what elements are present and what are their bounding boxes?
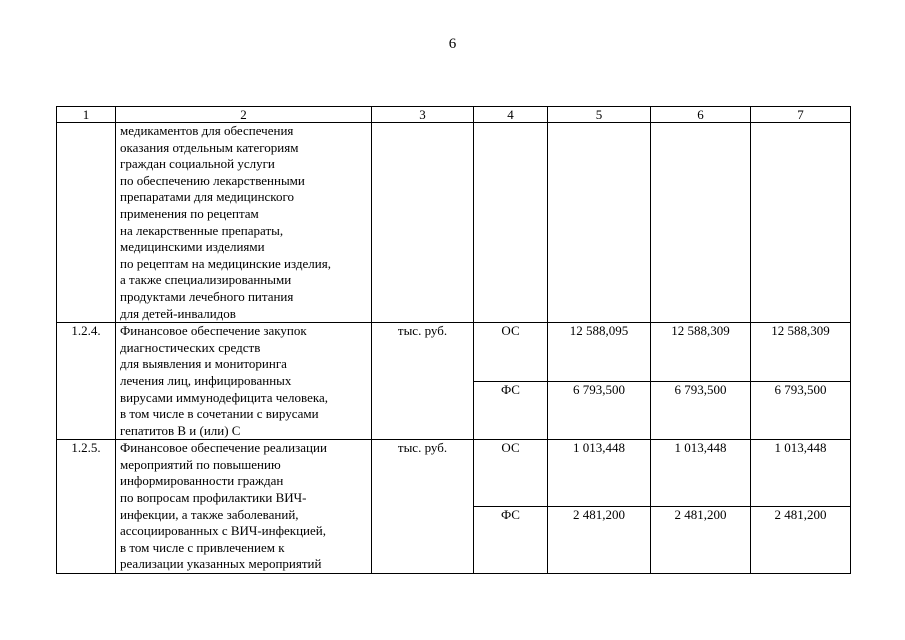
description-line: Финансовое обеспечение реализации bbox=[120, 440, 327, 456]
description-line: для выявления и мониторинга bbox=[120, 356, 287, 372]
description-line: для детей-инвалидов bbox=[120, 305, 236, 321]
column-header: 1 bbox=[57, 107, 116, 123]
unit-cell bbox=[372, 123, 474, 323]
value-cell: 1 013,448 bbox=[548, 440, 651, 507]
column-header: 4 bbox=[474, 107, 548, 123]
budget-table bbox=[56, 106, 851, 574]
column-header: 2 bbox=[116, 107, 372, 123]
source-cell: ОС bbox=[474, 323, 548, 382]
description-line: информированности граждан bbox=[120, 473, 284, 489]
value-cell bbox=[651, 123, 751, 323]
description-cell bbox=[116, 323, 372, 440]
value-cell: 12 588,309 bbox=[751, 323, 851, 382]
description-line: на лекарственные препараты, bbox=[120, 222, 284, 238]
description-line: по вопросам профилактики ВИЧ- bbox=[120, 490, 307, 506]
column-header: 5 bbox=[548, 107, 651, 123]
value-cell bbox=[751, 123, 851, 323]
row-number-cell: 1.2.5. bbox=[57, 440, 116, 574]
table-header-row bbox=[57, 107, 851, 123]
source-cell: ФС bbox=[474, 381, 548, 440]
description-line: применения по рецептам bbox=[120, 205, 259, 221]
description-line: в том числе с привлечением к bbox=[120, 539, 285, 555]
description-line: ассоциированных с ВИЧ-инфекцией, bbox=[120, 523, 326, 539]
value-cell bbox=[548, 123, 651, 323]
description-line: продуктами лечебного питания bbox=[120, 288, 294, 304]
row-number-cell: 1.2.4. bbox=[57, 323, 116, 440]
table-row bbox=[57, 323, 851, 382]
description-line: в том числе в сочетании с вирусами bbox=[120, 406, 319, 422]
column-header: 3 bbox=[372, 107, 474, 123]
table-row bbox=[57, 440, 851, 507]
description-line: по обеспечению лекарственными bbox=[120, 172, 305, 188]
value-cell: 6 793,500 bbox=[548, 381, 651, 440]
description-line: реализации указанных мероприятий bbox=[120, 556, 322, 572]
unit-cell: тыс. руб. bbox=[372, 323, 474, 440]
description-line: мероприятий по повышению bbox=[120, 456, 281, 472]
table-row-continuation bbox=[57, 123, 851, 323]
description-cell bbox=[116, 123, 372, 323]
description-line: медицинскими изделиями bbox=[120, 239, 265, 255]
value-cell: 12 588,095 bbox=[548, 323, 651, 382]
description-line: а также специализированными bbox=[120, 272, 292, 288]
description-line: по рецептам на медицинские изделия, bbox=[120, 255, 331, 271]
value-cell: 2 481,200 bbox=[548, 507, 651, 574]
page-number: 6 bbox=[448, 36, 457, 52]
description-line: лечения лиц, инфицированных bbox=[120, 372, 292, 388]
description-line: вирусами иммунодефицита человека, bbox=[120, 389, 329, 405]
description-cell bbox=[116, 440, 372, 574]
source-cell: ОС bbox=[474, 440, 548, 507]
description-line: медикаментов для обеспечения bbox=[120, 123, 294, 138]
source-cell bbox=[474, 123, 548, 323]
description-line: Финансовое обеспечение закупок bbox=[120, 323, 307, 339]
column-header: 6 bbox=[651, 107, 751, 123]
description-line: граждан социальной услуги bbox=[120, 156, 275, 172]
value-cell: 1 013,448 bbox=[751, 440, 851, 507]
unit-cell: тыс. руб. bbox=[372, 440, 474, 574]
description-line: инфекции, а также заболеваний, bbox=[120, 506, 299, 522]
description-line: препаратами для медицинского bbox=[120, 189, 294, 205]
description-line: гепатитов B и (или) C bbox=[120, 422, 241, 438]
value-cell: 2 481,200 bbox=[751, 507, 851, 574]
source-cell: ФС bbox=[474, 507, 548, 574]
value-cell: 2 481,200 bbox=[651, 507, 751, 574]
value-cell: 6 793,500 bbox=[751, 381, 851, 440]
value-cell: 1 013,448 bbox=[651, 440, 751, 507]
value-cell: 6 793,500 bbox=[651, 381, 751, 440]
row-number-cell bbox=[57, 123, 116, 323]
description-line: диагностических средств bbox=[120, 339, 261, 355]
column-header: 7 bbox=[751, 107, 851, 123]
description-line: оказания отдельным категориям bbox=[120, 139, 299, 155]
value-cell: 12 588,309 bbox=[651, 323, 751, 382]
